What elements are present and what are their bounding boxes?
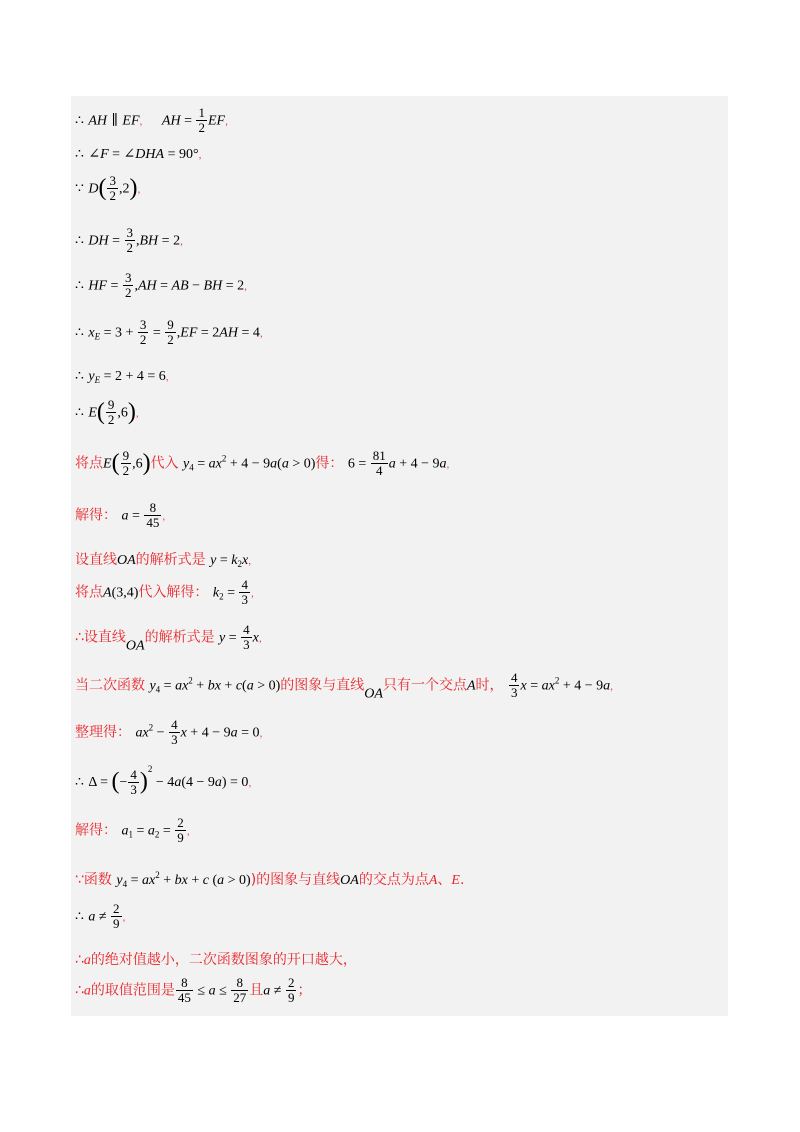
line-8: ∴ E( $\frac{9}{2}$ ,6)， [75,397,145,427]
text-she-zhi-xian: 设直线 [75,552,117,568]
line-4: ∴ DH = $\frac{3}{2}$ ,BH = 2， [75,225,190,255]
text-jiang-dian: 将点 [75,455,103,472]
line-1: ∴ AH ∥ EF， AH = $\frac{1}{2}$ EF， [75,105,235,135]
text-dang: 当二次函数 [75,677,145,694]
text-dun: 、 [437,872,452,888]
line-5: ∴ HF = $\frac{3}{2}$ ,AH = AB − BH = 2， [75,270,254,300]
text-jie-de-2: 解得： [75,822,117,839]
line-21: ∴a的取值范围是 $\frac{8}{45}$ ≤ a ≤ $\frac{8}{27}$ 且a ≠ $\frac{2}{9}$ ； [75,975,312,1005]
line-16: ∴ Δ = (− $\frac{4}{3}$ )$^2$ − 4a(4 − 9a) = 0， [75,764,258,797]
text-jiao-dian: 的交点为点 [358,872,429,888]
line-17: 解得： $a_1 = a_2$ = $\frac{2}{9}$ ， [75,815,196,845]
text-jiang-dian-2: 将点 [75,584,103,601]
line-13: ∴设直线OA的解析式是 y = $\frac{4}{3}$ x， [75,622,268,654]
text-qie: 且 [249,982,264,999]
line-2: ∴ ∠F = ∠DHA = 90°， [75,146,208,162]
text-because-fn: ∵函数 [75,872,112,888]
solution-panel [71,96,728,1016]
line-15: 整理得： $ax^2$ − $\frac{4}{3}$ x + 4 − 9a = 0， [75,717,269,747]
line-20: ∴a的绝对值越小，二次函数图象的开口越大， [75,952,357,968]
text-zhi-you: 只有一个交点 [382,677,467,694]
text-zheng-li: 整理得： [75,724,131,741]
text-de: 得： [315,455,344,472]
text-therefore-she: ∴设直线 [75,629,126,646]
text-tu-xiang-yu: 的图象与直线 [280,677,365,694]
line-19: ∴ a ≠ $\frac{2}{9}$ ， [75,901,132,931]
text-jie-xi-shi-2: 的解析式是 [144,629,215,646]
text-jie-de: 解得： [75,507,117,524]
text-dai-ru-jie-de: 代入解得： [138,584,209,601]
line-6: ∴ $x_E = 3$ + $\frac{3}{2}$ = $\frac{9}{2}$ ,EF = 2AH = 4， [75,317,269,347]
line-14: 当二次函数 $y_4 = ax^2$ + bx + c(a > 0)的图象与直线OA只有一个交点A时， $\frac{4}{3}$ $x = ax^2 + 4 - 9a$， [75,670,620,702]
text-dai-ru: 代入 [150,455,179,472]
line-3: ∵ D( $\frac{3}{2}$ ,2)， [75,173,147,203]
text-tu-xiang-yu-2: )的图象与直线 [250,872,341,888]
line-10: 解得： a = $\frac{8}{45}$ ， [75,500,172,530]
line-9: 将点E( $\frac{9}{2}$ ,6)代入 $y_4 = ax^2 + 4 - 9a(a > 0)$得： 6 = $\frac{81}{4}$ a + 4 − 9a， [75,448,456,478]
line-18: ∵函数 $y_4 = ax^2$ + bx + c (a > 0))的图象与直线OA的交点为点A、E. [75,870,465,889]
text-shi: 时， [475,677,504,694]
line-12: 将点A(3,4)代入解得： $k_2$ = $\frac{4}{3}$ ， [75,577,260,607]
line-11: 设直线OA的解析式是 $y = k_2x$， [75,552,258,569]
text-range-line: 的取值范围是 [90,982,175,999]
text-jie-xi-shi: 的解析式是 [135,552,206,568]
text-abs-line: 的绝对值越小，二次函数图象的开口越大， [90,952,357,968]
line-7: ∴ $y_E = 2 + 4 = 6$， [75,368,175,385]
text-semicolon: ； [297,982,312,999]
